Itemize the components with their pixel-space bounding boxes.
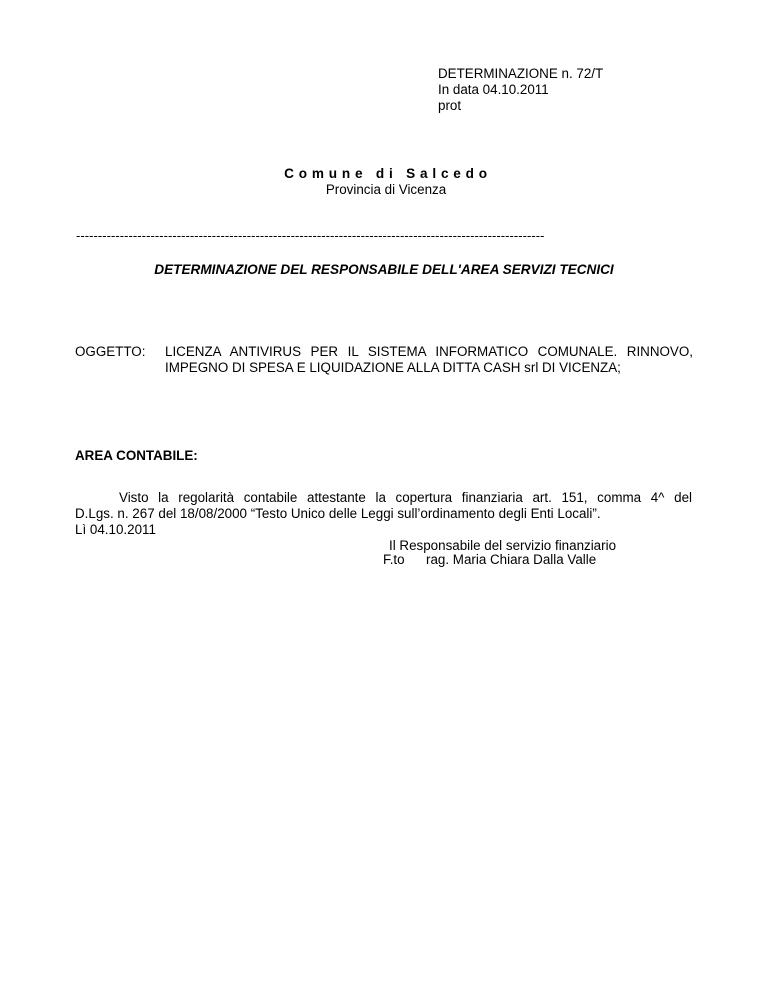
province-name: Provincia di Vicenza xyxy=(325,182,447,197)
protocol-label: prot xyxy=(438,98,462,113)
subject-text xyxy=(165,344,693,376)
dashed-divider: ----------------------------------------------------------------------------------------------------------- xyxy=(76,228,545,243)
accounting-paragraph xyxy=(75,490,692,538)
signatory-name: rag. Maria Chiara Dalla Valle xyxy=(426,552,597,567)
subject-line-2: IMPEGNO DI SPESA E LIQUIDAZIONE ALLA DITTA CASH srl DI VICENZA; xyxy=(165,360,621,375)
subject-line-1: LICENZA ANTIVIRUS PER IL SISTEMA INFORMATICO COMUNALE. RINNOVO, xyxy=(165,344,693,359)
signature-prefix: F.to xyxy=(383,552,405,567)
municipality-name: Comune di Salcedo xyxy=(284,166,492,181)
determination-header xyxy=(438,66,603,114)
signatory-role: Il Responsabile del servizio finanziario xyxy=(389,538,617,553)
subject-label: OGGETTO: xyxy=(75,344,146,359)
accounting-paragraph-line-1: Visto la regolarità contabile attestante la copertura finanziaria art. 151, comma 4^ del xyxy=(119,490,692,505)
document-heading: DETERMINAZIONE DEL RESPONSABILE DELL'AREA SERVIZI TECNICI xyxy=(154,262,614,277)
accounting-area-title: AREA CONTABILE: xyxy=(75,448,198,463)
accounting-paragraph-line-2: D.Lgs. n. 267 del 18/08/2000 “Testo Unico delle Leggi sull’ordinamento degli Enti Locali”. xyxy=(75,506,601,521)
determination-number: DETERMINAZIONE n. 72/T xyxy=(438,66,604,81)
place-date: Lì 04.10.2011 xyxy=(75,522,156,537)
determination-date: In data 04.10.2011 xyxy=(438,82,549,97)
